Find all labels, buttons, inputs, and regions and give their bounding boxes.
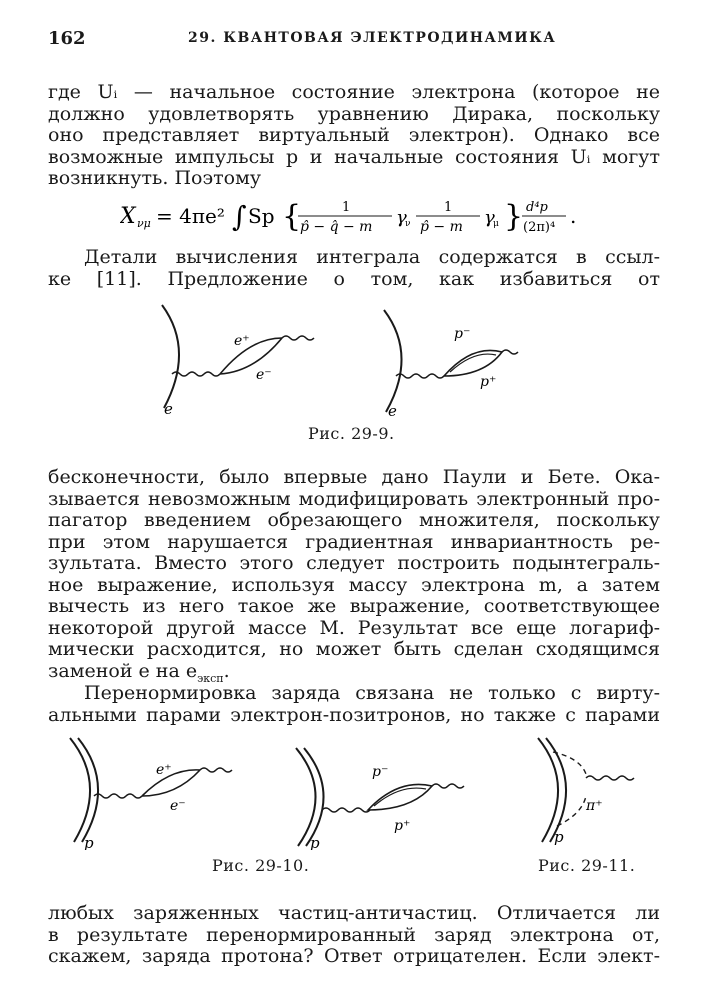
loop-lower-left: [220, 338, 282, 374]
text-line: возникнуть. Поэтому: [48, 167, 262, 189]
paragraph-4: [48, 683, 660, 726]
subscript-eksp: эксп: [197, 671, 224, 685]
text-line: в результате перенормированный заряд электрона от,: [48, 923, 660, 946]
photon-3: [586, 776, 634, 780]
text-line: зывается невозможным модифицировать электронный про-: [48, 487, 660, 510]
text-line: пагатор введением обрезающего множителя, поскольку: [48, 509, 660, 531]
gamma-nu: γ: [396, 207, 407, 228]
label-e-plus: e⁺: [234, 333, 250, 349]
pion-line-lower: [557, 796, 586, 826]
label-e-2: e: [388, 402, 397, 420]
frac2-den: p̂ − m: [420, 219, 463, 235]
text-line: ное выражение, используя массу электрона m, а затем: [48, 573, 660, 596]
gamma-nu-sub: ν: [405, 219, 411, 229]
eq-integral: ∫: [232, 200, 247, 233]
figure-29-9: [150, 300, 530, 420]
text-line: Детали вычисления интеграла содержатся в ссыл-: [84, 246, 660, 268]
photon-out-right: [502, 350, 518, 354]
label-p-plus: p⁺: [480, 374, 497, 390]
text-line: зультата. Вместо этого следует построить подынтеграль-: [48, 552, 660, 574]
text-line: ке [11]. Предложение о том, как избавиться от: [48, 267, 660, 290]
text-line: возможные импульсы p и начальные состояния Uᵢ могут: [48, 145, 660, 168]
proton-line-outer-2: [296, 748, 316, 846]
label-p-10a: p: [84, 834, 94, 850]
gamma-mu: γ: [484, 207, 495, 228]
eq-lhs: X: [120, 204, 136, 229]
caption-fig-29-9: Рис. 29-9.: [308, 424, 395, 443]
text-line: вычесть из него такое же выражение, соответствующее: [48, 595, 660, 617]
electron-line-left: [162, 305, 179, 408]
frac1-num: 1: [342, 200, 351, 215]
running-head: 29. КВАНТОВАЯ ЭЛЕКТРОДИНАМИКА: [188, 30, 557, 46]
eq-coef: = 4πe²: [156, 204, 225, 228]
text-line: при этом нарушается градиентная инвариантность ре-: [48, 530, 660, 553]
proton-line-outer-3: [538, 738, 558, 842]
label-e-minus-10: e⁻: [170, 798, 186, 814]
photon-out-1: [200, 768, 232, 772]
text-line: альными парами электрон-позитронов, но также с парами: [48, 703, 660, 726]
eq-end: .: [570, 204, 577, 228]
text-line-main: заменой e на e: [48, 659, 198, 682]
label-e-minus: e⁻: [256, 367, 272, 383]
proton-line-outer-1: [70, 738, 90, 842]
paragraph-2: [48, 247, 660, 290]
label-p-11: p: [554, 828, 564, 846]
equation: [120, 196, 640, 236]
text-line: некоторой другой массе M. Результат все еще логариф-: [48, 616, 660, 639]
photon-2: [322, 808, 370, 812]
paragraph-1: [48, 82, 660, 190]
figures-29-10-29-11: [60, 730, 660, 850]
right-brace: }: [504, 199, 524, 234]
photon-1: [94, 794, 142, 798]
text-line: мически расходится, но может быть сделан сходящимся: [48, 638, 660, 660]
text-line: скажем, заряда протона? Ответ отрицателен. Если элект-: [48, 945, 660, 967]
gamma-mu-sub: μ: [493, 219, 499, 229]
period: .: [223, 659, 230, 682]
page-header: [48, 28, 660, 52]
label-pion: π⁺: [586, 798, 603, 814]
label-p-plus-10: p⁺: [394, 818, 411, 834]
label-p-10b: p: [310, 834, 320, 850]
text-line: должно удовлетворять уравнению Дирака, поскольку: [48, 102, 660, 125]
page-number: 162: [48, 28, 86, 49]
eq-op: Sp: [248, 204, 275, 228]
label-p-minus-10: p⁻: [372, 764, 389, 780]
text-line: любых заряженных частиц-античастиц. Отличается ли: [48, 902, 660, 924]
equation-svg: [120, 196, 640, 236]
label-e-plus-10: e⁺: [156, 762, 172, 778]
text-line: Перенормировка заряда связана не только с вирту-: [84, 682, 660, 704]
photon-out-2: [432, 784, 464, 788]
measure-num: d⁴p: [526, 200, 548, 215]
photon-line-right: [396, 374, 444, 378]
text-line: где Uᵢ — начальное состояние электрона (которое не: [48, 81, 660, 103]
frac1-den: p̂ − q̂ − m: [300, 219, 373, 235]
photon-out-left: [282, 336, 314, 340]
caption-fig-29-10: Рис. 29-10.: [212, 856, 310, 875]
text-line: бесконечности, было впервые дано Паули и Бете. Ока-: [48, 466, 660, 488]
caption-fig-29-11: Рис. 29-11.: [538, 856, 636, 875]
electron-line-right: [384, 310, 402, 412]
paragraph-3: [48, 467, 660, 689]
frac2-num: 1: [444, 200, 453, 215]
text-line: оно представляет виртуальный электрон). Однако все: [48, 124, 660, 146]
label-p-minus: p⁻: [454, 326, 471, 342]
photon-line-left: [172, 372, 220, 376]
loop-upper-left: [220, 338, 282, 374]
paragraph-5: [48, 903, 660, 968]
eq-lhs-sub: νμ: [137, 217, 151, 230]
label-e: e: [164, 400, 173, 418]
left-brace: {: [282, 199, 302, 234]
measure-den: (2π)⁴: [523, 220, 556, 235]
